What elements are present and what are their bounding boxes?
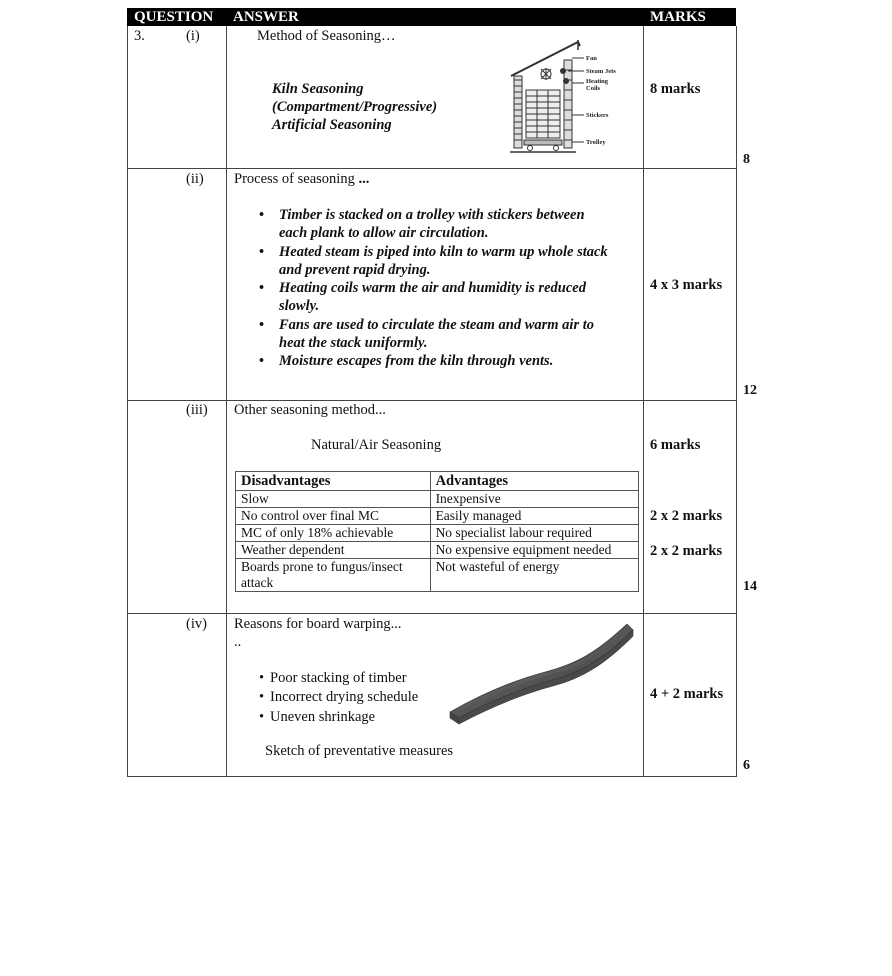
kiln-diagram: [508, 36, 624, 158]
column-header-advantages: Advantages: [430, 472, 638, 491]
list-item: • Heated steam is piped into kiln to warm up whole stack and prevent rapid drying.: [255, 243, 608, 280]
table-header-row: [236, 472, 639, 491]
table-row: [236, 525, 639, 542]
part-i-total: 8: [743, 152, 750, 167]
part-label-iii: (iii): [186, 402, 208, 418]
column-header-disadvantages: Disadvantages: [236, 472, 431, 491]
part-i-heading: Method of Seasoning…: [257, 28, 396, 44]
table-cell: MC of only 18% achievable: [236, 525, 431, 542]
part-iv-marks: 4 + 2 marks: [650, 686, 724, 702]
list-item: • Uneven shrinkage: [255, 708, 418, 726]
part-label-ii: (ii): [186, 171, 204, 187]
advantages-table: [235, 471, 639, 592]
table-cell: No specialist labour required: [430, 525, 638, 542]
grid-line: [736, 26, 737, 777]
table-cell: No control over final MC: [236, 508, 431, 525]
list-item: • Incorrect drying schedule: [255, 688, 418, 706]
part-i-answer-line: (Compartment/Progressive): [272, 99, 438, 115]
diagram-label: Stickers: [586, 112, 609, 119]
header-question: QUESTION: [134, 9, 214, 25]
part-iv-dots: ..: [234, 634, 242, 650]
header-answer: ANSWER: [233, 9, 299, 25]
part-iv-heading: Reasons for board warping...: [234, 616, 402, 632]
part-label-i: (i): [186, 28, 200, 44]
diagram-label: Fan: [586, 55, 597, 62]
table-cell: Easily managed: [430, 508, 638, 525]
part-ii-points: [255, 206, 608, 371]
grid-line: [226, 26, 227, 777]
part-iii-method-marks: 6 marks: [650, 437, 701, 453]
table-cell: No expensive equipment needed: [430, 542, 638, 559]
diagram-label: Heating: [586, 78, 609, 85]
table-cell: Not wasteful of energy: [430, 559, 638, 592]
grid-line: [643, 26, 644, 777]
list-item: • Moisture escapes from the kiln through vents.: [255, 352, 608, 370]
list-item: • Poor stacking of timber: [255, 669, 418, 687]
header-marks: MARKS: [650, 9, 706, 25]
part-label-iv: (iv): [186, 616, 207, 632]
part-iv-sketch-label: Sketch of preventative measures: [265, 743, 454, 759]
table-cell: Weather dependent: [236, 542, 431, 559]
table-cell: Inexpensive: [430, 491, 638, 508]
part-iii-dis-marks: 2 x 2 marks: [650, 508, 723, 524]
diagram-label: Coils: [586, 85, 601, 92]
warped-board-image: [445, 620, 637, 726]
list-item: • Fans are used to circulate the steam and warm air to heat the stack uniformly.: [255, 316, 608, 353]
grid-line: [127, 26, 128, 777]
table-header: [127, 8, 736, 26]
part-iii-method: Natural/Air Seasoning: [311, 437, 442, 453]
list-item: • Timber is stacked on a trolley with stickers between each plank to allow air circulation.: [255, 206, 608, 243]
table-row: [236, 542, 639, 559]
part-iii-heading: Other seasoning method...: [234, 402, 386, 418]
row-divider: [127, 776, 737, 777]
table-row: [236, 491, 639, 508]
row-divider: [127, 168, 737, 169]
table-row: [236, 508, 639, 525]
part-i-marks: 8 marks: [650, 81, 701, 97]
part-iii-total: 14: [743, 579, 757, 594]
diagram-label: Steam Jets: [586, 68, 616, 75]
part-ii-total: 12: [743, 383, 757, 398]
part-ii-heading: Process of seasoning ...: [234, 171, 370, 187]
diagram-label: Trolley: [586, 139, 606, 146]
table-cell: Slow: [236, 491, 431, 508]
part-ii-marks: 4 x 3 marks: [650, 277, 723, 293]
row-divider: [127, 613, 737, 614]
part-iv-points: [255, 669, 418, 726]
part-i-answer-line: Artificial Seasoning: [272, 117, 392, 133]
part-i-answer-line: Kiln Seasoning: [272, 81, 364, 97]
row-divider: [127, 400, 737, 401]
part-iv-total: 6: [743, 758, 750, 773]
table-cell: Boards prone to fungus/insect attack: [236, 559, 431, 592]
part-iii-adv-marks: 2 x 2 marks: [650, 543, 723, 559]
table-row: [236, 559, 639, 592]
list-item: • Heating coils warm the air and humidity is reduced slowly.: [255, 279, 608, 316]
question-number: 3.: [134, 28, 145, 44]
